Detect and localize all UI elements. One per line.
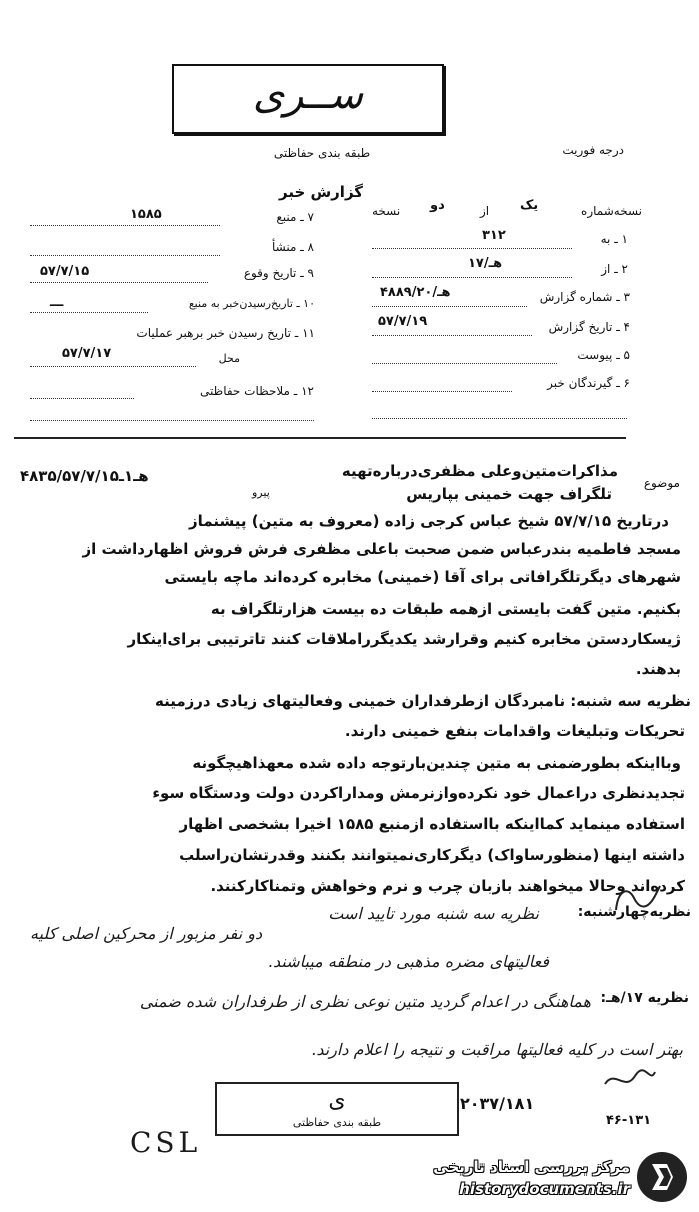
field-receive-date-label: ۱۰ ـ تاریخ‌رسیدن‌خبر به منبع <box>188 297 315 310</box>
handwritten-note: نظریه سه شنبه مورد تایید است <box>328 904 539 923</box>
body-line: بدهند. <box>635 660 681 678</box>
field-attachment-line <box>372 363 557 364</box>
subject-line-1: مذاکرات‌متین‌وعلی مظفری‌درباره‌تهیه <box>341 462 618 480</box>
field-event-date-label: ۹ ـ تاریخ وقوع <box>243 266 314 280</box>
opinion-line: تجدیدنظری دراعمال خود نکرده‌وازنرمش ومداراکردن دولت ودستگاه سوء <box>152 784 685 802</box>
opinion-line: استفاده مینماید کمااینکه بااستفاده ازمنبع ۱۵۸۵ اخیرا بشخصی اظهار <box>179 815 685 833</box>
field-protection-notes-line-2 <box>30 420 314 421</box>
field-leader-date-label: ۱۱ ـ تاریخ رسیدن خبر برهبر عملیات <box>136 326 315 340</box>
field-recipients-line <box>372 391 512 392</box>
bottom-classification-stamp <box>215 1082 459 1136</box>
subject-label: موضوع <box>643 476 680 490</box>
field-event-date-line <box>30 282 208 283</box>
field-leader-date-value: ۵۷/۷/۱۷ <box>62 346 112 361</box>
body-line: بکنیم. متین گفت بایستی ازهمه طبقات ده بیست هزارتلگراف به <box>210 600 681 618</box>
field-report-date-value: ۵۷/۷/۱۹ <box>378 314 428 329</box>
field-report-date-line <box>372 335 532 336</box>
priority-label: درجه فوریت <box>562 143 624 157</box>
field-source-label: ۷ ـ منبع <box>276 210 314 224</box>
footer-ref-number: ۲۰۳۷/۱۸۱ <box>460 1094 535 1113</box>
body-line: مسجد فاطمیه بندرعباس ضمن صحبت باعلی مظفری فرش فروش اظهارداشت از <box>82 540 681 558</box>
field-to-line <box>372 248 572 249</box>
field-source-value: ۱۵۸۵ <box>130 207 162 222</box>
field-protection-notes-line <box>30 398 134 399</box>
secret-stamp <box>172 64 444 134</box>
opinion-line: داشته اینها (منظورساواک) دیگرکاری‌نمیتوانند بکنند وقدرتشان‌راسلب <box>179 846 685 864</box>
footer-page-ref: ۴۶-۱۳۱ <box>606 1113 652 1128</box>
opinion-line: نظریه سه شنبه: نامبردگان ازطرفداران خمینی وفعالیتهای زیادی درزمینه <box>155 692 691 710</box>
header-divider <box>14 437 626 439</box>
field-report-date-label: ۴ ـ تاریخ گزارش <box>548 320 630 334</box>
opinion-17h-label: نظریه ۱۷/هـ: <box>600 990 689 1006</box>
opinion-line: کرده‌اند وحالا میخواهند بازبان چرب و نرم وخواهش وتمناکارکنند. <box>210 877 685 895</box>
field-from-line <box>372 277 572 278</box>
field-to-value: ۳۱۲ <box>482 228 506 243</box>
opinion-line: تحریکات وتبلیغات واقدامات بنفع خمینی دارند. <box>344 722 685 740</box>
subject-ref: ۴۸۳۵/هـ۱ـ۵۷/۷/۱۵ <box>20 467 149 485</box>
field-recipients-label: ۶ ـ گیرندگان خبر <box>547 376 630 390</box>
form-title: گزارش خبر <box>278 183 364 201</box>
field-origin-line <box>30 255 220 256</box>
field-report-number-line <box>372 306 527 307</box>
opinion-line: وبااینکه بطورضمنی به متین چندین‌بارتوجه داده شده معهذاهیچگونه <box>192 754 681 772</box>
handwritten-code: CSL <box>130 1126 202 1159</box>
field-receive-date-line <box>30 312 148 313</box>
classification-label: طبقه بندی حفاظتی <box>273 146 371 160</box>
field-from-label: ۲ ـ از <box>601 262 628 276</box>
handwritten-note: دو نفر مزبور از محرکین اصلی کلیه <box>30 924 263 943</box>
field-recipients-line-2 <box>372 418 627 419</box>
field-to-label: ۱ ـ به <box>600 232 628 246</box>
field-event-date-value: ۵۷/۷/۱۵ <box>40 264 90 279</box>
handwritten-note: فعالیتهای مضره مذهبی در منطقه میباشند. <box>267 952 549 971</box>
field-source-line <box>30 225 220 226</box>
bottom-stamp-label: طبقه بندی حفاظتی <box>292 1116 382 1129</box>
watermark-logo-icon <box>637 1152 687 1202</box>
watermark-url: historydocuments.ir <box>459 1180 630 1198</box>
field-receive-date-value: ـــ <box>50 295 64 310</box>
watermark-title: مرکز بررسی اسناد تاریخی <box>433 1158 630 1176</box>
handwritten-note: هماهنگی در اعدام گردید متین نوعی نظری از طرفداران شده ضمنی <box>139 992 591 1011</box>
field-report-number-value: ۴۸۸۹/۲۰/هـ <box>380 285 451 300</box>
field-attachment-label: ۵ ـ پیوست <box>577 348 630 362</box>
subject-ref-word: پیرو <box>252 486 270 499</box>
signature-mark <box>608 880 668 920</box>
field-leader-date-line <box>30 366 196 367</box>
body-line: درتاریخ ۵۷/۷/۱۵ شیخ عباس کرجی زاده (معروف به متین) پیشنماز <box>189 512 669 530</box>
signature-mark <box>600 1064 660 1094</box>
body-line: ژیسکاردستن مخابره کنیم وقرارشد یکدیگرراملاقات کنند تاترتیبی برای‌اینکار <box>127 630 681 648</box>
field-report-number-label: ۳ ـ شماره گزارش <box>539 290 630 304</box>
copy-number-tail: نسخه <box>372 204 401 218</box>
field-leader-date-sub: محل <box>218 352 240 365</box>
field-from-value: ۱۷/هـ <box>468 256 503 271</box>
field-origin-label: ۸ ـ منشأ <box>271 240 314 254</box>
field-protection-notes-label: ۱۲ ـ ملاحظات حفاظتی <box>200 384 314 398</box>
bottom-stamp-letter: ی <box>328 1088 346 1113</box>
secret-stamp-text: ســری <box>252 72 364 118</box>
body-line: شهرهای دیگرتلگرافاتی برای آقا (خمینی) مخابره کرده‌اند ماچه بایستی <box>164 568 681 586</box>
subject-line-2: تلگراف جهت خمینی بپاریس <box>406 485 612 503</box>
copy-number-value: یک <box>520 198 539 213</box>
copy-number-count: دو <box>430 198 445 213</box>
copy-number-of: از <box>480 204 490 218</box>
handwritten-note: بهتر است در کلیه فعالیتها مراقبت و نتیجه را اعلام دارند. <box>311 1040 683 1059</box>
opinion-wednesday-label: نظریه‌چهارشنبه: <box>577 904 691 920</box>
copy-number-label: نسخه‌شماره <box>581 204 642 218</box>
